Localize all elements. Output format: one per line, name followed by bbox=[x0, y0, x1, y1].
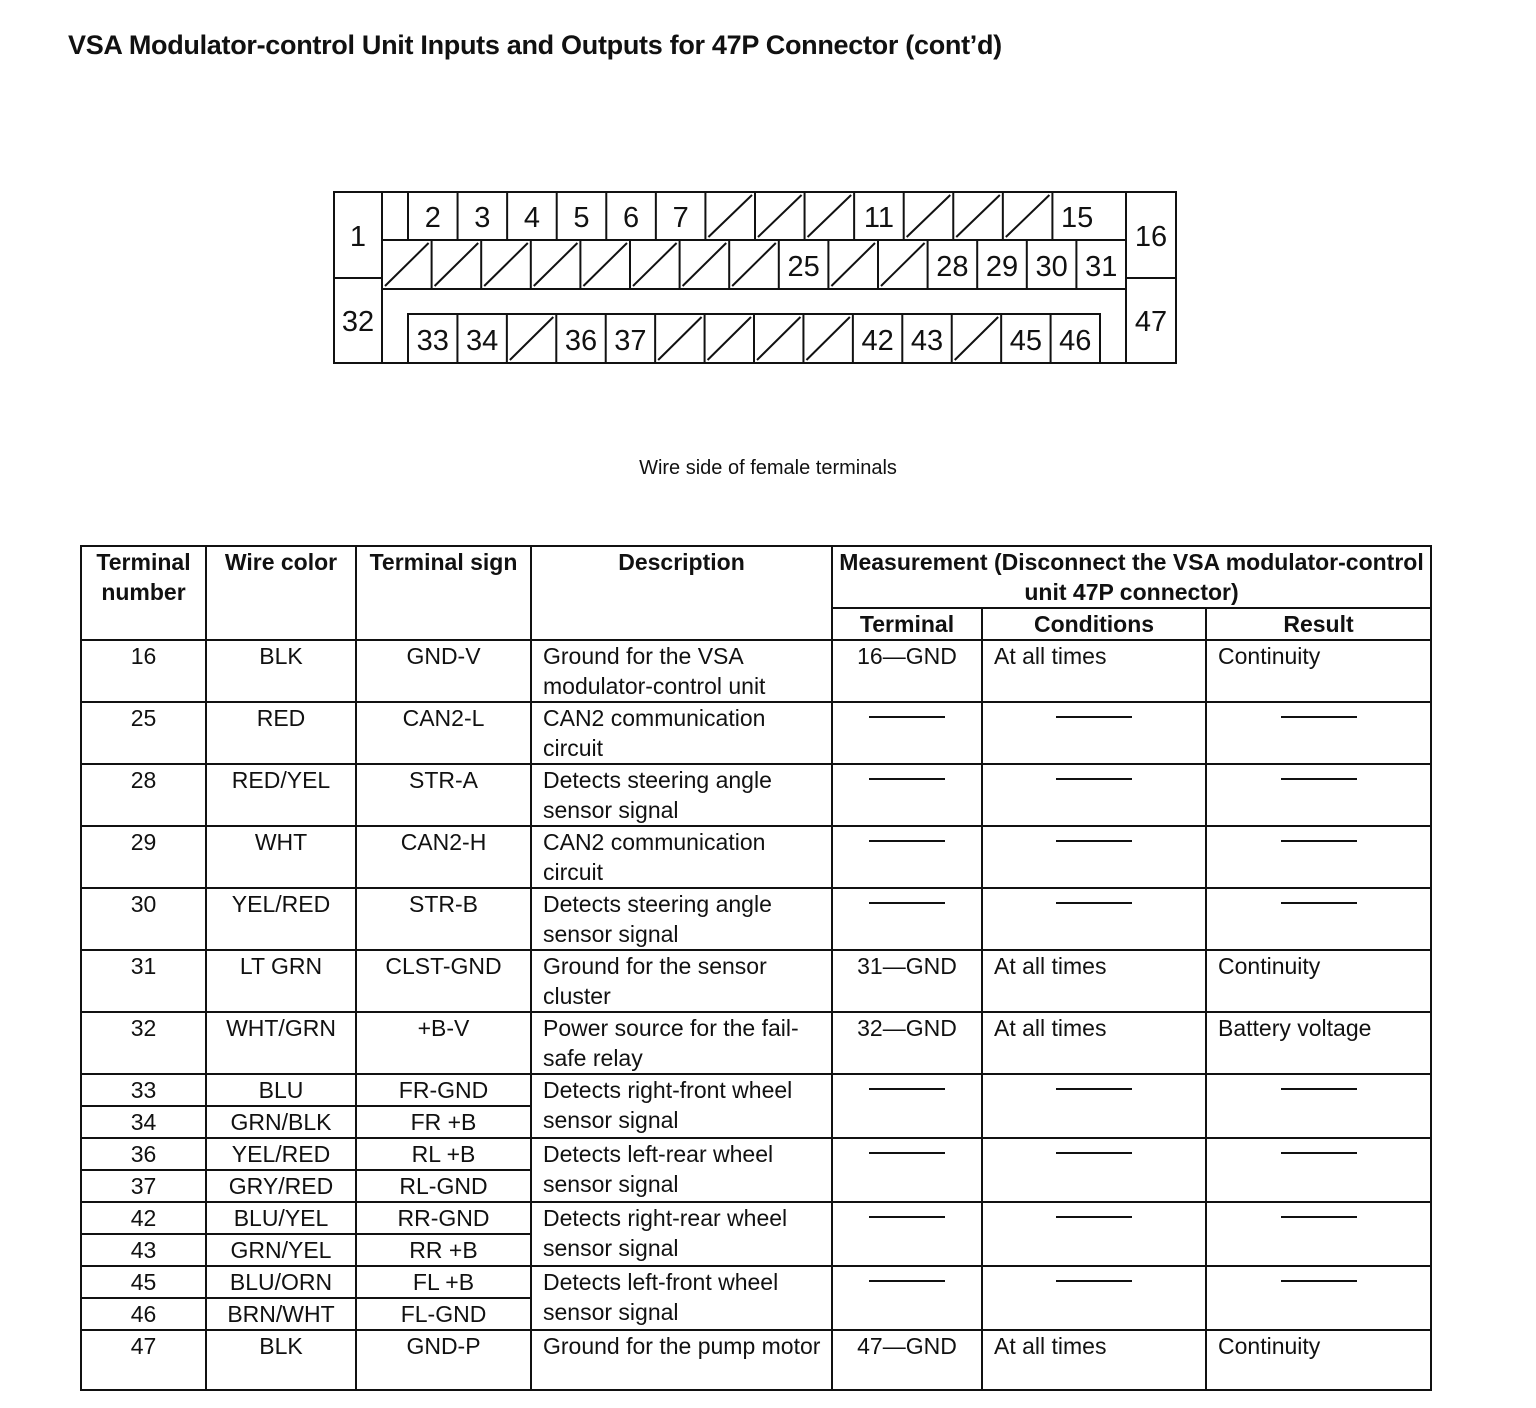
terminal-label: 4 bbox=[523, 202, 540, 234]
terminal-sign: +B-V bbox=[356, 1012, 531, 1074]
dash-mark bbox=[869, 840, 945, 842]
unused-terminal-slash bbox=[658, 317, 701, 360]
meas-conditions: At all times bbox=[982, 950, 1206, 1012]
meas-result-empty bbox=[1206, 1266, 1431, 1330]
terminal-sign: CAN2-L bbox=[356, 702, 531, 764]
terminal-label: 1 bbox=[349, 221, 367, 253]
dash-mark bbox=[1281, 1280, 1357, 1282]
terminal-number: 32 bbox=[81, 1012, 206, 1074]
description: Detects left-front wheel sensor signal bbox=[531, 1266, 832, 1330]
meas-terminal-empty bbox=[832, 1202, 982, 1266]
unused-terminal-slash bbox=[806, 317, 849, 360]
meas-result-empty bbox=[1206, 888, 1431, 950]
meas-result: Battery voltage bbox=[1206, 1012, 1431, 1074]
meas-terminal-empty bbox=[832, 888, 982, 950]
dash-mark bbox=[1281, 778, 1357, 780]
terminal-sign: FR +B bbox=[356, 1106, 531, 1138]
terminal-label: 32 bbox=[341, 306, 375, 338]
meas-terminal: 16—GND bbox=[832, 640, 982, 702]
terminal-label: 33 bbox=[416, 325, 449, 357]
unused-terminal-slash bbox=[956, 195, 1000, 237]
dash-mark bbox=[1056, 1088, 1132, 1090]
meas-conditions-empty bbox=[982, 888, 1206, 950]
terminal-number: 43 bbox=[81, 1234, 206, 1266]
meas-result-empty bbox=[1206, 1138, 1431, 1202]
terminal-label: 15 bbox=[1061, 202, 1094, 234]
terminal-number: 30 bbox=[81, 888, 206, 950]
terminal-label: 11 bbox=[863, 202, 894, 234]
table-row bbox=[81, 1330, 1431, 1390]
dash-mark bbox=[1056, 902, 1132, 904]
unused-terminal-slash bbox=[385, 243, 429, 286]
description: Power source for the fail-safe relay bbox=[531, 1012, 832, 1074]
description: Ground for the pump motor bbox=[531, 1330, 832, 1390]
terminal-number: 25 bbox=[81, 702, 206, 764]
wire-color: BLU/ORN bbox=[206, 1266, 356, 1298]
terminal-label: 16 bbox=[1134, 221, 1168, 253]
header-terminal-sign: Terminal sign bbox=[356, 546, 531, 640]
terminal-sign: STR-A bbox=[356, 764, 531, 826]
terminal-label: 42 bbox=[861, 325, 894, 357]
dash-mark bbox=[869, 778, 945, 780]
wire-color: GRY/RED bbox=[206, 1170, 356, 1202]
dash-mark bbox=[1056, 778, 1132, 780]
dash-mark bbox=[1281, 902, 1357, 904]
terminal-label: 7 bbox=[672, 202, 689, 234]
dash-mark bbox=[1281, 1216, 1357, 1218]
meas-terminal: 31—GND bbox=[832, 950, 982, 1012]
unused-terminal-slash bbox=[510, 317, 553, 360]
terminal-number: 29 bbox=[81, 826, 206, 888]
meas-terminal-empty bbox=[832, 826, 982, 888]
wire-color: BRN/WHT bbox=[206, 1298, 356, 1330]
unused-terminal-slash bbox=[955, 317, 998, 360]
terminal-label: 28 bbox=[936, 251, 969, 283]
dash-mark bbox=[869, 902, 945, 904]
terminal-label: 5 bbox=[573, 202, 590, 234]
unused-terminal-slash bbox=[881, 243, 925, 286]
unused-terminal-slash bbox=[757, 317, 800, 360]
unused-terminal-slash bbox=[758, 195, 802, 237]
description: Detects steering angle sensor signal bbox=[531, 888, 832, 950]
terminal-label: 46 bbox=[1059, 325, 1092, 357]
header-description: Description bbox=[531, 546, 832, 640]
description: Detects steering angle sensor signal bbox=[531, 764, 832, 826]
meas-terminal: 47—GND bbox=[832, 1330, 982, 1390]
dash-mark bbox=[869, 716, 945, 718]
terminal-label: 25 bbox=[787, 251, 820, 283]
meas-conditions-empty bbox=[982, 702, 1206, 764]
terminal-label: 31 bbox=[1085, 251, 1118, 283]
terminal-label: 30 bbox=[1035, 251, 1068, 283]
meas-conditions-empty bbox=[982, 764, 1206, 826]
terminal-label: 36 bbox=[564, 325, 598, 357]
table-row bbox=[81, 1266, 1431, 1298]
dash-mark bbox=[869, 1280, 945, 1282]
unused-terminal-slash bbox=[484, 243, 528, 286]
wire-color: WHT bbox=[206, 826, 356, 888]
wire-color: GRN/YEL bbox=[206, 1234, 356, 1266]
terminal-sign: FR-GND bbox=[356, 1074, 531, 1106]
terminal-sign: FL-GND bbox=[356, 1298, 531, 1330]
terminal-label: 6 bbox=[622, 202, 640, 234]
terminal-sign: GND-P bbox=[356, 1330, 531, 1390]
page-title: VSA Modulator-control Unit Inputs and Outputs for 47P Connector (cont’d) bbox=[68, 30, 1002, 60]
table-row bbox=[81, 826, 1431, 888]
description: CAN2 communication circuit bbox=[531, 826, 832, 888]
table-row bbox=[81, 1138, 1431, 1170]
wire-color: RED/YEL bbox=[206, 764, 356, 826]
meas-terminal-empty bbox=[832, 1138, 982, 1202]
meas-result: Continuity bbox=[1206, 640, 1431, 702]
terminal-label: 43 bbox=[910, 325, 944, 357]
header-meas-result: Result bbox=[1206, 608, 1431, 640]
dash-mark bbox=[869, 1088, 945, 1090]
table-row bbox=[81, 702, 1431, 764]
terminal-number: 16 bbox=[81, 640, 206, 702]
meas-result-empty bbox=[1206, 702, 1431, 764]
terminal-number: 37 bbox=[81, 1170, 206, 1202]
meas-result-empty bbox=[1206, 826, 1431, 888]
header-meas-terminal: Terminal bbox=[832, 608, 982, 640]
table-row bbox=[81, 640, 1431, 702]
terminal-number: 42 bbox=[81, 1202, 206, 1234]
meas-conditions: At all times bbox=[982, 640, 1206, 702]
terminal-number: 46 bbox=[81, 1298, 206, 1330]
meas-conditions: At all times bbox=[982, 1330, 1206, 1390]
meas-result-empty bbox=[1206, 764, 1431, 826]
header-measurement: Measurement (Disconnect the VSA modulator-control unit 47P connector) bbox=[832, 546, 1431, 608]
terminal-label: 45 bbox=[1009, 325, 1043, 357]
unused-terminal-slash bbox=[732, 243, 776, 286]
header-terminal-number: Terminal number bbox=[81, 546, 206, 640]
meas-result: Continuity bbox=[1206, 950, 1431, 1012]
description: Detects right-front wheel sensor signal bbox=[531, 1074, 832, 1138]
dash-mark bbox=[1281, 840, 1357, 842]
wire-color: RED bbox=[206, 702, 356, 764]
terminal-number: 34 bbox=[81, 1106, 206, 1138]
unused-terminal-slash bbox=[808, 195, 852, 237]
meas-terminal-empty bbox=[832, 764, 982, 826]
terminal-table bbox=[80, 545, 1432, 1391]
terminal-label: 47 bbox=[1134, 306, 1168, 338]
terminal-sign: STR-B bbox=[356, 888, 531, 950]
unused-terminal-slash bbox=[907, 195, 951, 237]
table-row bbox=[81, 1012, 1431, 1074]
diagram-caption: Wire side of female terminals bbox=[639, 457, 897, 479]
wire-color: LT GRN bbox=[206, 950, 356, 1012]
unused-terminal-slash bbox=[435, 243, 479, 286]
header-wire-color: Wire color bbox=[206, 546, 356, 640]
unused-terminal-slash bbox=[633, 243, 677, 286]
dash-mark bbox=[1056, 1152, 1132, 1154]
table-row bbox=[81, 888, 1431, 950]
terminal-label: 29 bbox=[985, 251, 1019, 283]
unused-terminal-slash bbox=[583, 243, 627, 286]
table-row bbox=[81, 1074, 1431, 1106]
header-meas-conditions: Conditions bbox=[982, 608, 1206, 640]
description: CAN2 communication circuit bbox=[531, 702, 832, 764]
terminal-sign: RL +B bbox=[356, 1138, 531, 1170]
meas-conditions-empty bbox=[982, 826, 1206, 888]
table-row bbox=[81, 950, 1431, 1012]
meas-conditions-empty bbox=[982, 1138, 1206, 1202]
meas-conditions-empty bbox=[982, 1202, 1206, 1266]
wire-color: BLU/YEL bbox=[206, 1202, 356, 1234]
terminal-number: 45 bbox=[81, 1266, 206, 1298]
table-row bbox=[81, 764, 1431, 826]
unused-terminal-slash bbox=[1006, 195, 1050, 237]
meas-conditions-empty bbox=[982, 1074, 1206, 1138]
unused-terminal-slash bbox=[831, 243, 875, 286]
meas-terminal-empty bbox=[832, 702, 982, 764]
terminal-number: 47 bbox=[81, 1330, 206, 1390]
meas-result-empty bbox=[1206, 1074, 1431, 1138]
dash-mark bbox=[1056, 1280, 1132, 1282]
unused-terminal-slash bbox=[708, 195, 752, 237]
dash-mark bbox=[1056, 840, 1132, 842]
terminal-sign: GND-V bbox=[356, 640, 531, 702]
wire-color: WHT/GRN bbox=[206, 1012, 356, 1074]
connector-diagram bbox=[330, 188, 1180, 368]
terminal-sign: RR-GND bbox=[356, 1202, 531, 1234]
table-row bbox=[81, 1202, 1431, 1234]
terminal-sign: RL-GND bbox=[356, 1170, 531, 1202]
wire-color: YEL/RED bbox=[206, 888, 356, 950]
meas-result: Continuity bbox=[1206, 1330, 1431, 1390]
dash-mark bbox=[1281, 716, 1357, 718]
meas-result-empty bbox=[1206, 1202, 1431, 1266]
meas-conditions: At all times bbox=[982, 1012, 1206, 1074]
unused-terminal-slash bbox=[708, 317, 751, 360]
wire-color: BLK bbox=[206, 1330, 356, 1390]
wire-color: BLU bbox=[206, 1074, 356, 1106]
wire-color: YEL/RED bbox=[206, 1138, 356, 1170]
dash-mark bbox=[869, 1152, 945, 1154]
terminal-label: 34 bbox=[466, 325, 499, 357]
terminal-sign: FL +B bbox=[356, 1266, 531, 1298]
terminal-number: 28 bbox=[81, 764, 206, 826]
meas-conditions-empty bbox=[982, 1266, 1206, 1330]
description: Detects left-rear wheel sensor signal bbox=[531, 1138, 832, 1202]
description: Ground for the VSA modulator-control unit bbox=[531, 640, 832, 702]
dash-mark bbox=[869, 1216, 945, 1218]
description: Ground for the sensor cluster bbox=[531, 950, 832, 1012]
unused-terminal-slash bbox=[534, 243, 578, 286]
wire-color: GRN/BLK bbox=[206, 1106, 356, 1138]
terminal-number: 36 bbox=[81, 1138, 206, 1170]
terminal-number: 33 bbox=[81, 1074, 206, 1106]
terminal-label: 2 bbox=[424, 202, 441, 234]
description: Detects right-rear wheel sensor signal bbox=[531, 1202, 832, 1266]
meas-terminal: 32—GND bbox=[832, 1012, 982, 1074]
terminal-label: 37 bbox=[614, 325, 647, 357]
dash-mark bbox=[1056, 1216, 1132, 1218]
terminal-sign: CAN2-H bbox=[356, 826, 531, 888]
dash-mark bbox=[1056, 716, 1132, 718]
meas-terminal-empty bbox=[832, 1266, 982, 1330]
terminal-label: 3 bbox=[474, 202, 491, 234]
wire-color: BLK bbox=[206, 640, 356, 702]
terminal-sign: CLST-GND bbox=[356, 950, 531, 1012]
meas-terminal-empty bbox=[832, 1074, 982, 1138]
terminal-number: 31 bbox=[81, 950, 206, 1012]
terminal-sign: RR +B bbox=[356, 1234, 531, 1266]
dash-mark bbox=[1281, 1152, 1357, 1154]
dash-mark bbox=[1281, 1088, 1357, 1090]
unused-terminal-slash bbox=[683, 243, 727, 286]
